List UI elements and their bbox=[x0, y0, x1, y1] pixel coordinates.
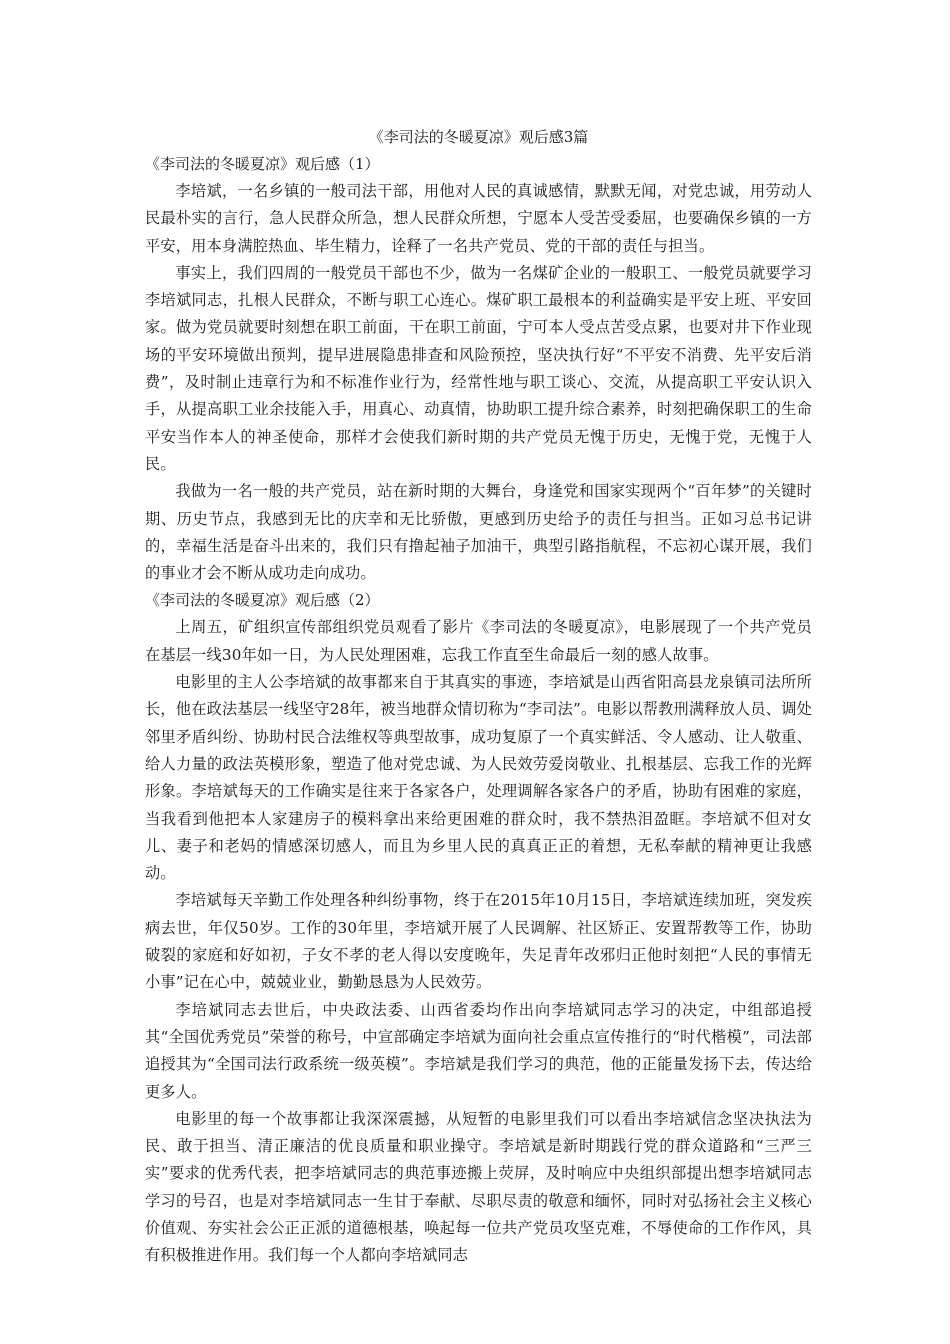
paragraph: 事实上，我们四周的一般党员干部也不少，做为一名煤矿企业的一般职工、一般党员就要学习李培斌同志，扎根人民群众，不断与职工心连心。煤矿职工最根本的利益确实是平安上班、平安回家。做为党员就要时刻想在职工前面，干在职工前面，宁可本人受点苦受点累，也要对井下作业现场的平安环境做出预判，提早进展隐患排查和风险预控，坚决执行好“不平安不消费、先平安后消费”，及时制止违章行为和不标准作业行为，经常性地与职工谈心、交流，从提高职工平安认识入手，从提高职工业余技能入手，用真心、动真情，协助职工提升综合素养，时刻把确保职工的生命平安当作本人的神圣使命，那样才会使我们新时期的共产党员无愧于历史，无愧于党，无愧于人民。 bbox=[145, 263, 812, 473]
section-heading: 《李司法的冬暖夏凉》观后感（2） bbox=[145, 591, 380, 610]
section-2 bbox=[145, 587, 812, 1269]
section-1 bbox=[145, 151, 812, 587]
paragraph: 上周五，矿组织宣传部组织党员观看了影片《李司法的冬暖夏凉》，电影展现了一个共产党员在基层一线30年如一日，为人民处理困难，忘我工作直至生命最后一刻的感人故事。 bbox=[145, 618, 812, 664]
document-page bbox=[145, 124, 812, 1270]
paragraph: 李培斌，一名乡镇的一般司法干部，用他对人民的真诚感情，默默无闻，对党忠诚，用劳动人民最朴实的言行，急人民群众所急，想人民群众所想，宁愿本人受苦受委屈，也要确保乡镇的一方平安，用本身满腔热血、毕生精力，诠释了一名共产党员、党的干部的责任与担当。 bbox=[145, 182, 812, 255]
section-heading: 《李司法的冬暖夏凉》观后感（1） bbox=[145, 155, 380, 173]
paragraph: 李培斌同志去世后，中央政法委、山西省委均作出向李培斌同志学习的决定，中组部追授其“全国优秀党员”荣誉的称号，中宣部确定李培斌为面向社会重点宣传推行的“时代楷模”，司法部追授其为“全国司法行政系统一级英模”。李培斌是我们学习的典范，他的正能量发扬下去，传达给更多人。 bbox=[145, 1000, 812, 1101]
paragraph: 我做为一名一般的共产党员，站在新时期的大舞台，身逢党和国家实现两个“百年梦”的关键时期、历史节点，我感到无比的庆幸和无比骄傲，更感到历史给予的责任与担当。正如习总书记讲的，幸福生活是奋斗出来的，我们只有撸起袖子加油干，典型引路指航程，不忘初心谋开展，我们的事业才会不断从成功走向成功。 bbox=[145, 482, 812, 583]
paragraph: 电影里的主人公李培斌的故事都来自于其真实的事迹，李培斌是山西省阳高县龙泉镇司法所所长，他在政法基层一线坚守28年，被当地群众情切称为“李司法”。电影以帮教刑满释放人员、调处邻里矛盾纠纷、协助村民合法维权等典型故事，成功复原了一个真实鲜活、令人感动、让人敬重、给人力量的政法英模形象，塑造了他对党忠诚、为人民效劳爱岗敬业、扎根基层、忘我工作的光辉形象。李培斌每天的工作确实是往来于各家各户，处理调解各家各户的矛盾，协助有困难的家庭，当我看到他把本人家建房子的模料拿出来给更困难的群众时，我不禁热泪盈眶。李培斌不但对女儿、妻子和老妈的情感深切感人，而且为乡里人民的真真正正的着想，无私奉献的精神更让我感动。 bbox=[145, 673, 812, 883]
document-title: 《李司法的冬暖夏凉》观后感3篇 bbox=[368, 128, 589, 146]
paragraph: 电影里的每一个故事都让我深深震撼，从短暂的电影里我们可以看出李培斌信念坚决执法为民、敢于担当、清正廉洁的优良质量和职业操守。李培斌是新时期践行党的群众道路和“三严三实”要求的优秀代表，把李培斌同志的典范事迹搬上荧屏，及时响应中央组织部提出想李培斌同志学习的号召，也是对李培斌同志一生甘于奉献、尽职尽责的敬意和缅怀，同时对弘扬社会主义核心价值观、夯实社会公正正派的道德根基，唤起每一位共产党员攻坚克难，不辱使命的工作作风，具有积极推进作用。我们每一个人都向李培斌同志 bbox=[145, 1109, 812, 1265]
paragraph: 李培斌每天辛勤工作处理各种纠纷事物，终于在2015年10月15日，李培斌连续加班，突发疾病去世，年仅50岁。工作的30年里，李培斌开展了人民调解、社区矫正、安置帮教等工作，协助破裂的家庭和好如初，子女不孝的老人得以安度晚年，失足青年改邪归正他时刻把“人民的事情无小事”记在心中，兢兢业业，勤勤恳恳为人民效劳。 bbox=[145, 891, 812, 992]
